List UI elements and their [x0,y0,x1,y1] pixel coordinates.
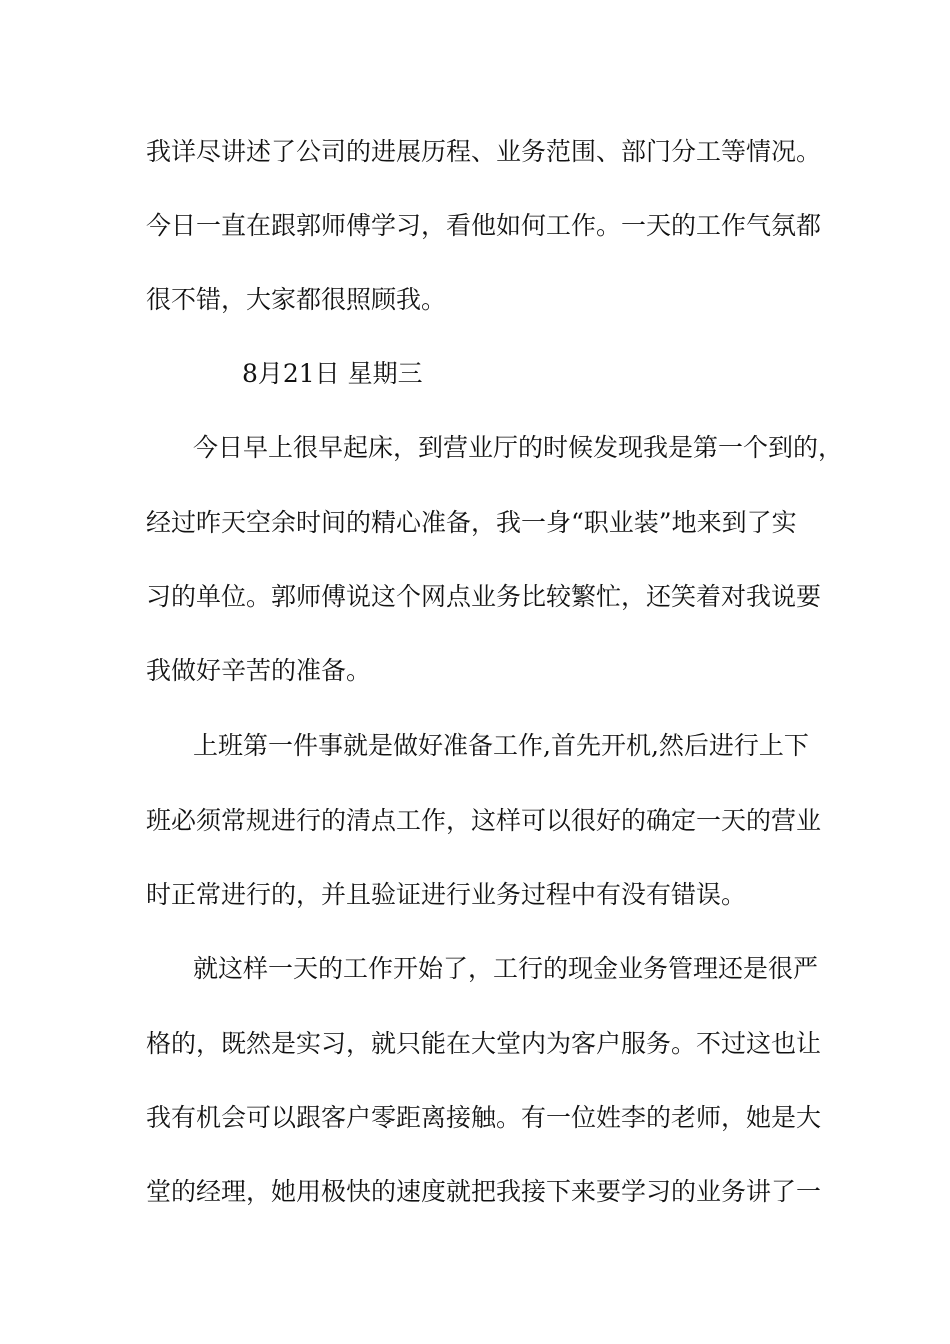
text-line: 班必须常规进行的清点工作，这样可以很好的确定一天的营业 [146,806,822,835]
paragraph-first-line: 上班第一件事就是做好准备工作,首先开机,然后进行上下 [193,731,809,760]
text-line: 今日一直在跟郭师傅学习，看他如何工作。一天的工作气氛都 [146,211,822,240]
text-line: 很不错，大家都很照顾我。 [146,285,447,314]
text-line: 堂的经理，她用极快的速度就把我接下来要学习的业务讲了一 [146,1177,822,1206]
text-line: 经过昨天空余时间的精心准备，我一身“职业装”地来到了实 [146,508,797,537]
text-line: 我做好辛苦的准备。 [146,656,372,685]
text-line: 时正常进行的，并且验证进行业务过程中有没有错误。 [146,880,747,909]
date-heading: 8月21日 星期三 [242,359,423,388]
paragraph-first-line: 今日早上很早起床，到营业厅的时候发现我是第一个到的， [193,433,844,462]
paragraph-first-line: 就这样一天的工作开始了，工行的现金业务管理还是很严 [193,954,819,983]
text-line: 习的单位。郭师傅说这个网点业务比较繁忙，还笑着对我说要 [146,582,822,611]
text-line: 我详尽讲述了公司的进展历程、业务范围、部门分工等情况。 [146,137,822,166]
text-line: 我有机会可以跟客户零距离接触。有一位姓李的老师，她是大 [146,1103,822,1132]
text-line: 格的，既然是实习，就只能在大堂内为客户服务。不过这也让 [146,1029,822,1058]
